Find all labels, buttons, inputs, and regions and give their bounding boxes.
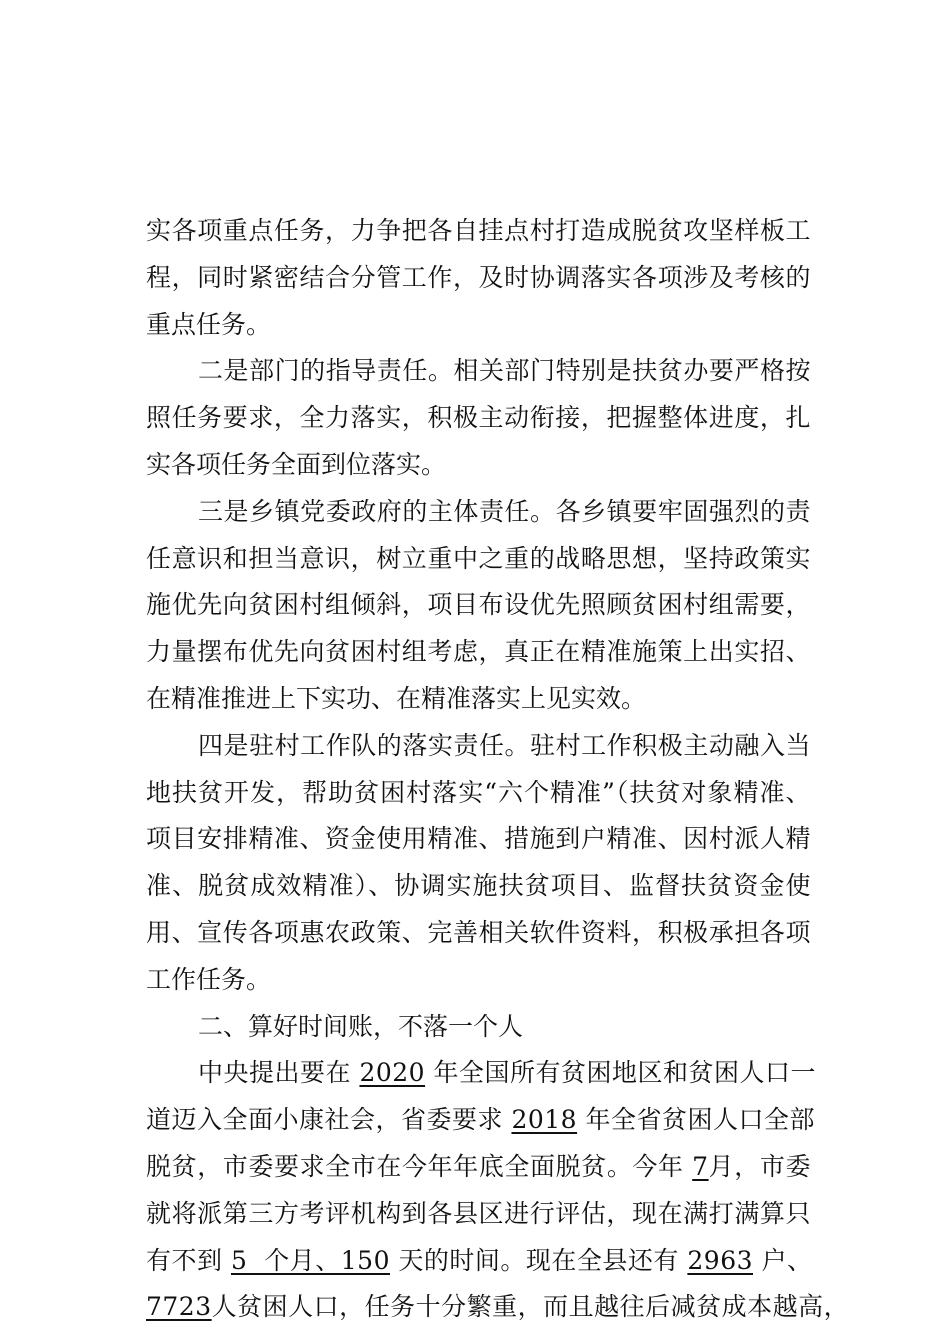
text-line: 重点任务。	[146, 309, 272, 339]
text-run: 年全省贫困人口全部	[577, 1105, 816, 1135]
text-run: 有不到	[146, 1245, 231, 1275]
text-line	[146, 1238, 811, 1285]
text-line: 四是驻村工作队的落实责任。驻村工作积极主动融入当	[198, 730, 811, 760]
text-line	[146, 1144, 811, 1191]
text-run: 脱贫，市委要求全市在今年年底全面脱贫。今年	[146, 1151, 693, 1181]
text-line: 用、宣传各项惠农政策、完善相关软件资料，积极承担各项	[146, 917, 811, 947]
text-line: 地扶贫开发，帮助贫困村落实“六个精准”（扶贫对象精准、	[146, 777, 811, 807]
paragraph-continuation	[146, 208, 811, 348]
text-line: 任意识和担当意识，树立重中之重的战略思想，坚持政策实	[146, 543, 811, 573]
year-2020-figure: 2020	[359, 1058, 426, 1088]
text-line: 工作任务。	[146, 964, 272, 994]
text-line	[146, 1191, 811, 1238]
text-line	[146, 1050, 817, 1097]
text-run: 户、	[753, 1245, 813, 1275]
month-7-figure: 7	[692, 1151, 709, 1181]
text-line	[146, 1097, 816, 1144]
text-line: 准、脱贫成效精准）、协调实施扶贫项目、监督扶贫资金使	[146, 871, 811, 901]
text-run: 天的时间。现在全县还有	[389, 1245, 688, 1275]
text-line: 在精准推进上下实功、在精准落实上见实效。	[146, 683, 647, 713]
text-run: 月，市委	[708, 1151, 811, 1181]
paragraph-township-responsibility	[146, 489, 811, 723]
text-line: 二是部门的指导责任。相关部门特别是扶贫办要严格按	[198, 356, 811, 386]
text-run: 年全国所有贫困地区和贫困人口一	[425, 1058, 817, 1088]
paragraph-time-account	[146, 1050, 850, 1331]
text-run: 人贫困人口，任务十分繁重，而且越往后减贫成本越高，	[211, 1292, 850, 1322]
paragraph-village-team-responsibility	[146, 723, 811, 1004]
text-line: 三是乡镇党委政府的主体责任。各乡镇要牢固强烈的责	[198, 496, 811, 526]
months-days-figure: 5 个月、150	[230, 1245, 390, 1275]
text-line: 照任务要求，全力落实，积极主动衔接，把握整体进度，扎	[146, 403, 811, 433]
text-line: 项目安排精准、资金使用精准、措施到户精准、因村派人精	[146, 824, 811, 854]
households-figure: 2963	[687, 1245, 754, 1275]
text-line: 力量摆布优先向贫困村组考虑，真正在精准施策上出实招、	[146, 637, 811, 667]
text-line: 实各项任务全面到位落实。	[146, 449, 447, 479]
text-run: 中央提出要在	[198, 1058, 360, 1088]
population-figure: 7723	[146, 1292, 212, 1322]
paragraph-department-responsibility	[146, 348, 811, 488]
text-run: 道迈入全面小康社会，省委要求	[146, 1105, 512, 1135]
text-line: 施优先向贫困村组倾斜，项目布设优先照顾贫困村组需要，	[146, 590, 811, 620]
text-line: 程，同时紧密结合分管工作，及时协调落实各项涉及考核的	[146, 262, 811, 292]
text-line: 实各项重点任务，力争把各自挂点村打造成脱贫攻坚样板工	[146, 216, 811, 245]
heading-text: 二、算好时间账，不落一个人	[198, 1011, 524, 1041]
text-line	[146, 1284, 850, 1331]
section-heading	[146, 1004, 811, 1051]
year-2018-figure: 2018	[511, 1105, 578, 1135]
document-body	[146, 208, 850, 1331]
text-run: 就将派第三方考评机构到各县区进行评估，现在满打满算只	[146, 1198, 811, 1228]
